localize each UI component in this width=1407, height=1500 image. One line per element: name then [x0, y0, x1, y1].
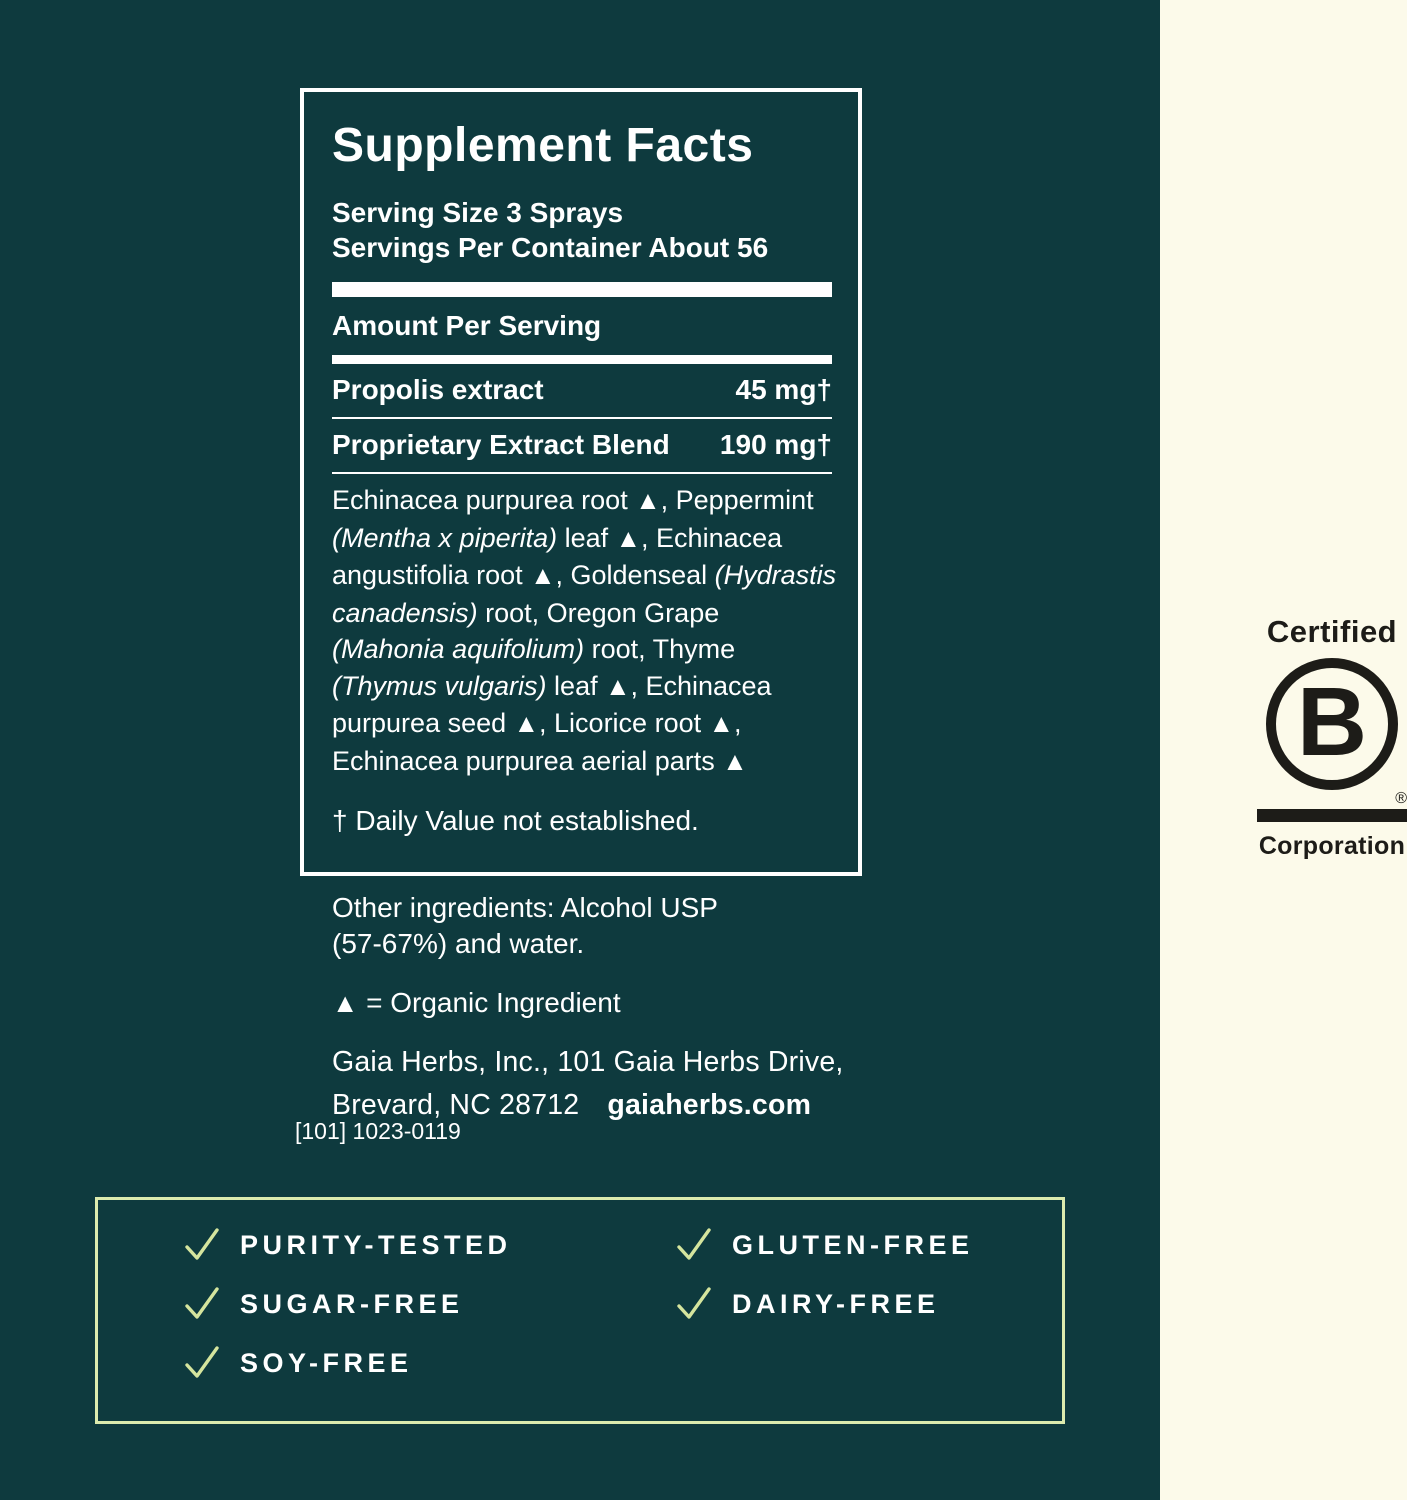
nutrient-row-propolis — [332, 364, 832, 417]
badge-gluten-free — [675, 1226, 974, 1264]
bcorp-circle-b-icon — [1266, 658, 1398, 790]
badge-column-left — [183, 1226, 512, 1382]
check-icon — [183, 1285, 221, 1323]
badge-soy-free — [183, 1344, 512, 1382]
badge-label: SOY-FREE — [240, 1347, 413, 1378]
medium-divider-bar — [332, 355, 832, 364]
organic-triangle-icon: ▲ — [615, 524, 642, 553]
organic-triangle-icon: ▲ — [513, 710, 540, 738]
organic-triangle-icon: ▲ — [332, 988, 359, 1018]
badge-dairy-free — [675, 1285, 974, 1323]
organic-triangle-icon: ▲ — [530, 562, 556, 590]
organic-triangle-icon: ▲ — [722, 747, 748, 776]
nutrient-row-proprietary-blend — [332, 419, 832, 472]
nutrient-name: Propolis extract — [332, 374, 544, 405]
label-code: [101] 1023-0119 — [295, 1118, 461, 1144]
other-ingredients — [332, 890, 872, 962]
badge-label: SUGAR-FREE — [240, 1288, 464, 1319]
check-icon — [675, 1285, 713, 1323]
serving-size: Serving Size 3 Sprays — [332, 197, 624, 228]
nutrient-name: Proprietary Extract Blend — [332, 429, 670, 460]
address-line2: Brevard, NC 28712 — [332, 1089, 580, 1121]
other-ingredients-line1: Other ingredients: Alcohol USP — [332, 892, 718, 923]
nutrient-amount: 190 mg† — [719, 429, 832, 460]
blend-ingredients-list: Echinacea purpurea root ▲, Peppermint (Mentha x piperita) leaf ▲, Echinacea angustifolia root ▲, Goldenseal (Hydrastis canadensis) root, Oregon Grape (Mahonia aquifolium) root, Thyme (Thymus vulgaris) leaf ▲, Echinacea purpurea seed ▲, Licorice root ▲, Echinacea purpurea aerial parts ▲ — [332, 485, 837, 776]
supplement-facts-panel — [300, 88, 862, 876]
organic-ingredient-legend — [332, 987, 872, 1019]
badge-label: PURITY-TESTED — [240, 1229, 512, 1260]
check-icon — [183, 1344, 221, 1382]
check-icon — [675, 1226, 713, 1264]
badge-column-right — [675, 1226, 974, 1323]
badge-label: DAIRY-FREE — [732, 1288, 940, 1319]
organic-legend-text: = Organic Ingredient — [358, 987, 621, 1018]
badge-sugar-free — [183, 1285, 512, 1323]
organic-triangle-icon: ▲ — [708, 710, 734, 738]
check-icon — [183, 1226, 221, 1264]
daily-value-note: † Daily Value not established. — [332, 805, 699, 836]
organic-triangle-icon: ▲ — [605, 672, 631, 701]
hairline-divider — [332, 472, 832, 474]
address-line1: Gaia Herbs, Inc., 101 Gaia Herbs Drive, — [332, 1046, 844, 1078]
claims-badge-box — [95, 1197, 1065, 1424]
registered-trademark-symbol: ® — [1395, 790, 1407, 807]
bcorp-certified-text: Certified — [1266, 614, 1398, 649]
below-panel-info — [332, 890, 872, 1127]
nutrient-amount: 45 mg† — [735, 374, 832, 405]
organic-triangle-icon: ▲ — [635, 487, 661, 515]
manufacturer-address — [332, 1041, 872, 1127]
panel-title: Supplement Facts — [332, 119, 754, 172]
serving-info — [332, 195, 832, 265]
other-ingredients-line2: (57-67%) and water. — [332, 928, 585, 959]
thick-divider-bar — [332, 282, 832, 297]
bcorp-corporation-text: Corporation — [1258, 832, 1406, 860]
website-link: gaiaherbs.com — [607, 1089, 812, 1121]
amount-per-serving-heading: Amount Per Serving — [332, 310, 602, 341]
badge-purity-tested — [183, 1226, 512, 1264]
badge-label: GLUTEN-FREE — [732, 1229, 974, 1260]
bcorp-b-letter: B — [1296, 666, 1368, 776]
bcorp-logo — [1257, 614, 1407, 861]
servings-per-container: Servings Per Container About 56 — [332, 232, 769, 263]
bcorp-underline-bar — [1257, 809, 1407, 822]
